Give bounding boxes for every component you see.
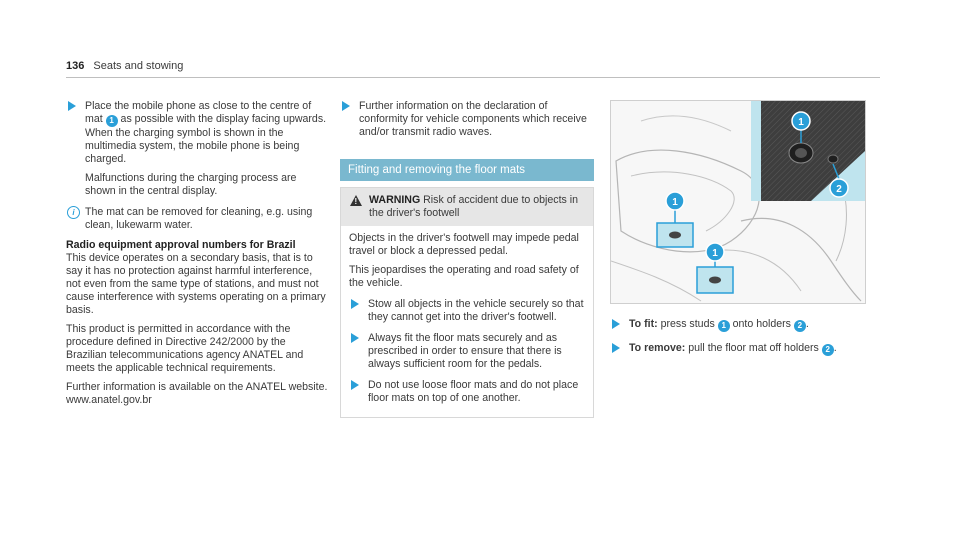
warning-box xyxy=(340,187,594,418)
step-arrow-icon xyxy=(351,299,359,309)
svg-text:1: 1 xyxy=(712,248,718,259)
step-arrow-icon xyxy=(612,319,620,329)
callout-1-top xyxy=(792,112,810,130)
info-icon: i xyxy=(67,206,80,219)
step-text: Further information on the declaration of conformity for vehicle components which receive and/or transmit radio waves. xyxy=(359,100,587,138)
floor-mat-illustration xyxy=(610,100,866,304)
callout-2 xyxy=(830,179,848,197)
instruction-step xyxy=(66,100,328,198)
step-arrow-icon xyxy=(351,333,359,343)
callout-badge: 1 xyxy=(718,320,730,332)
holder-detail xyxy=(828,155,838,163)
fit-label: To fit: xyxy=(629,318,658,330)
section-title: Seats and stowing xyxy=(93,60,184,72)
step-arrow-icon xyxy=(342,101,350,111)
step-text: Stow all objects in the vehicle securely so that they cannot get into the driver's footwell. xyxy=(368,298,584,323)
step-text: Do not use loose floor mats and do not place floor mats on top of one another. xyxy=(368,379,579,404)
note-text: The mat can be removed for cleaning, e.g. using clean, lukewarm water. xyxy=(85,206,313,231)
callout-1-left xyxy=(666,192,684,210)
paragraph: Further information is available on the ANATEL website. www.anatel.gov.br xyxy=(66,381,328,406)
svg-text:2: 2 xyxy=(836,184,842,195)
paragraph: This jeopardises the operating and road safety of the vehicle. xyxy=(349,264,579,289)
subheading: Radio equipment approval numbers for Brazil xyxy=(66,239,296,251)
paragraph: This device operates on a secondary basis, that is to say it has no protection against harmful interference, not even from the same type of stations, and must not cause interference with systems operating on a primary basis. xyxy=(66,252,326,316)
step-arrow-icon xyxy=(612,343,620,353)
svg-text:1: 1 xyxy=(798,117,804,128)
svg-text:1: 1 xyxy=(672,197,678,208)
section-heading: Fitting and removing the floor mats xyxy=(340,159,594,181)
column-left xyxy=(66,100,328,413)
instruction-step xyxy=(340,100,594,139)
instruction-step xyxy=(349,379,585,405)
header-divider xyxy=(66,77,880,78)
column-middle xyxy=(340,100,594,418)
fit-instruction: To fit: press studs 1 onto holders 2 . xyxy=(610,318,882,332)
floor-mat-diagram xyxy=(611,101,865,303)
callout-badge: 2 xyxy=(794,320,806,332)
paragraph: Objects in the driver's footwell may impede pedal travel or block a depressed pedal. xyxy=(349,232,579,257)
step-arrow-icon xyxy=(351,380,359,390)
step-text: Place the mobile phone as close to the centre of mat 1 as possible with the display facing upwards. When the charging symbol is shown in the multimedia system, the mobile phone is being charged. xyxy=(85,100,327,165)
column-right xyxy=(610,100,882,366)
note xyxy=(66,206,328,232)
remove-instruction: To remove: pull the floor mat off holders 2 . xyxy=(610,342,882,356)
page-header xyxy=(66,60,183,72)
callout-badge: 1 xyxy=(106,115,118,127)
page-number: 136 xyxy=(66,60,85,72)
callout-badge: 2 xyxy=(822,344,834,356)
warning-title: Risk of accident due to objects in the driver's footwell xyxy=(369,194,579,219)
instruction-step xyxy=(349,298,585,324)
warning-label: WARNING xyxy=(369,194,421,206)
remove-label: To remove: xyxy=(629,342,686,354)
step-text: Malfunctions during the charging process are shown in the central display. xyxy=(85,172,297,197)
paragraph: This product is permitted in accordance with the procedure defined in Directive 242/2000 by the Brazilian telecommunications agency ANATEL and meets the applicable technical requirements. xyxy=(66,323,304,374)
warning-body xyxy=(341,226,593,417)
callout-1-lower xyxy=(706,243,724,261)
step-arrow-icon xyxy=(68,101,76,111)
step-text: Always fit the floor mats securely and as prescribed in order to ensure that there is always sufficient room for the pedals. xyxy=(368,332,562,370)
warning-header: ! WARNING Risk of accident due to objects in the driver's footwell xyxy=(341,188,593,226)
instruction-step xyxy=(349,332,585,371)
